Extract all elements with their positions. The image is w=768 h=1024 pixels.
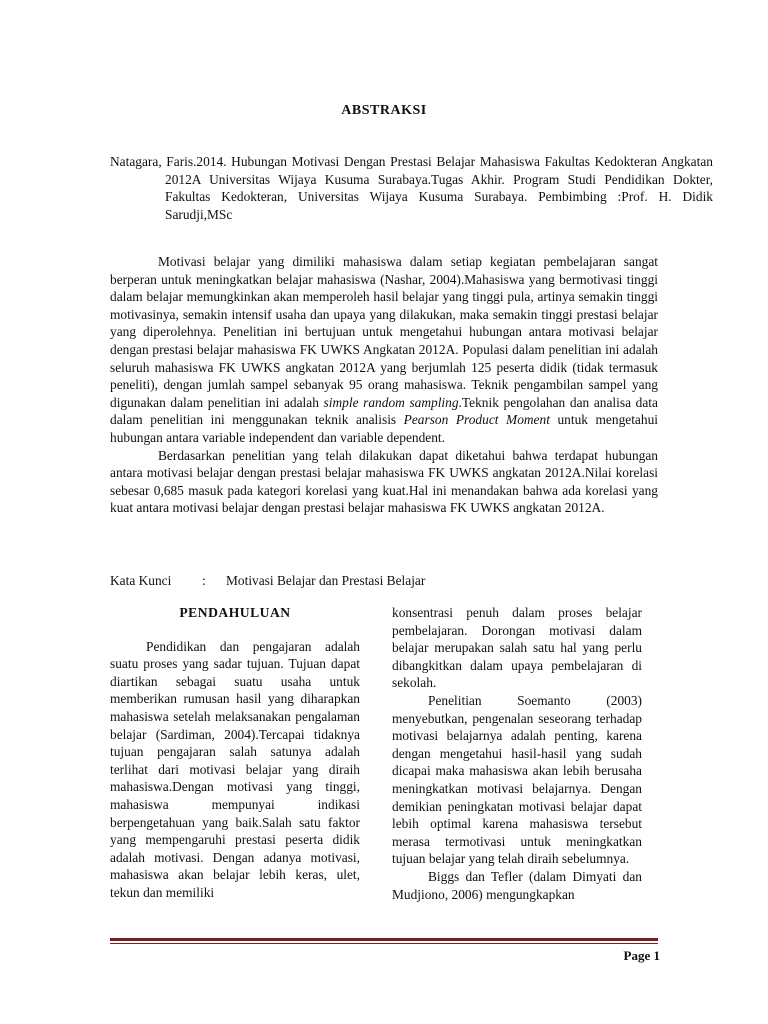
left-column [110, 604, 360, 902]
abstract-text: Motivasi belajar yang dimiliki mahasiswa dalam setiap kegiatan pembelajaran sangat berperan untuk meningkatkan belajar mahasiswa (Nashar, 2004).Mahasiswa yang bermotivasi tinggi dalam belajar memungkinkan akan memperoleh hasil belajar yang tinggi pula, artinya semakin tinggi motivasinya, semakin intensif usaha dan upaya yang dilakukan, maka semakin tinggi prestasi belajar yang diperolehnya. Penelitian ini bertujuan untuk mengetahui hubungan antara motivasi belajar dengan prestasi belajar mahasiswa FK UWKS Angkatan 2012A. Populasi dalam penelitian ini adalah seluruh mahasiswa FK UWKS angkatan 2012A yang berjumlah 125 peserta didik (tidak termasuk peneliti), dengan jumlah sampel sebanyak 95 orang mahasiswa. Teknik pengambilan sampel yang digunakan dalam penelitian ini adalah [110, 254, 658, 410]
section-heading: PENDAHULUAN [179, 605, 291, 620]
keywords-value: Motivasi Belajar dan Prestasi Belajar [226, 573, 426, 588]
page-number: Page 1 [623, 948, 660, 963]
right-paragraph-3: Biggs dan Tefler (dalam Dimyati dan Mudjiono, 2006) mengungkapkan [392, 868, 642, 902]
abstract-title: ABSTRAKSI [341, 103, 427, 118]
keywords-line [110, 572, 658, 590]
abstract-paragraph-2: Berdasarkan penelitian yang telah dilakukan dapat diketahui bahwa terdapat hubungan antara motivasi belajar dengan prestasi belajar mahasiswa FK UWKS angkatan 2012A.Nilai korelasi sebesar 0,685 masuk pada kategori korelasi yang kuat.Hal ini menandakan bahwa ada korelasi yang kuat antara motivasi belajar dengan prestasi belajar mahasiswa FK UWKS angkatan 2012A. [110, 447, 658, 516]
citation-paragraph: Natagara, Faris.2014. Hubungan Motivasi Dengan Prestasi Belajar Mahasiswa Fakultas Kedokteran Angkatan 2012A Universitas Wijaya Kusuma Surabaya.Tugas Akhir. Program Studi Pendidikan Dokter, Fakultas Kedokteran, Universitas Wijaya Kusuma Surabaya. Pembimbing :Prof. H. Didik Sarudji,MSc [110, 154, 713, 222]
keywords-colon: : [202, 573, 206, 588]
abstract-paragraph-1 [110, 253, 658, 447]
right-column [392, 604, 642, 903]
italic-term: simple random sampling [323, 394, 459, 410]
italic-term: Pearson Product Moment [403, 412, 550, 428]
abstract-body [110, 253, 658, 517]
footer-rule-thin [110, 943, 658, 944]
footer-rule-thick [110, 938, 658, 941]
keywords-label: Kata Kunci [110, 573, 172, 588]
left-paragraph-1: Pendidikan dan pengajaran adalah suatu proses yang sadar tujuan. Tujuan dapat diartikan sebagai suatu usaha untuk memberikan rumusan hasil yang diharapkan mahasiswa setelah melaksanakan pengalaman belajar (Sardiman, 2004).Tercapai tidaknya tujuan pengajaran salah satunya adalah terlihat dari motivasi belajar yang diraih mahasiswa.Dengan motivasi yang tinggi, mahasiswa mempunyai indikasi berpengetahuan yang baik.Salah satu faktor yang mempengaruhi prestasi peserta didik adalah motivasi. Dengan adanya motivasi, mahasiswa akan belajar lebih keras, ulet, tekun dan memiliki [110, 638, 360, 900]
right-paragraph-2: Penelitian Soemanto (2003) menyebutkan, pengenalan seseorang terhadap motivasi belajarnya adalah penting, karena dengan mengetahui hasil-hasil yang sudah dicapai maka mahasiswa akan lebih berusaha meningkatkan motivasi belajarnya. Dengan demikian peningkatan motivasi belajar dapat lebih optimal karena mahasiswa tersebut merasa termotivasi untuk meningkatkan tujuan belajar yang telah diraih sebelumnya. [392, 692, 642, 867]
right-paragraph-1: konsentrasi penuh dalam proses belajar pembelajaran. Dorongan motivasi dalam belajar merupakan salah satu hal yang perlu dibangkitkan dalam upaya pembelajaran di sekolah. [392, 605, 642, 691]
abstract-text: .Teknik pengolahan dan analisa data dalam penelitian ini menggunakan teknik analisis [110, 394, 658, 428]
abstract-text: untuk mengetahui hubungan antara variable independent dan variable dependent. [110, 412, 658, 445]
